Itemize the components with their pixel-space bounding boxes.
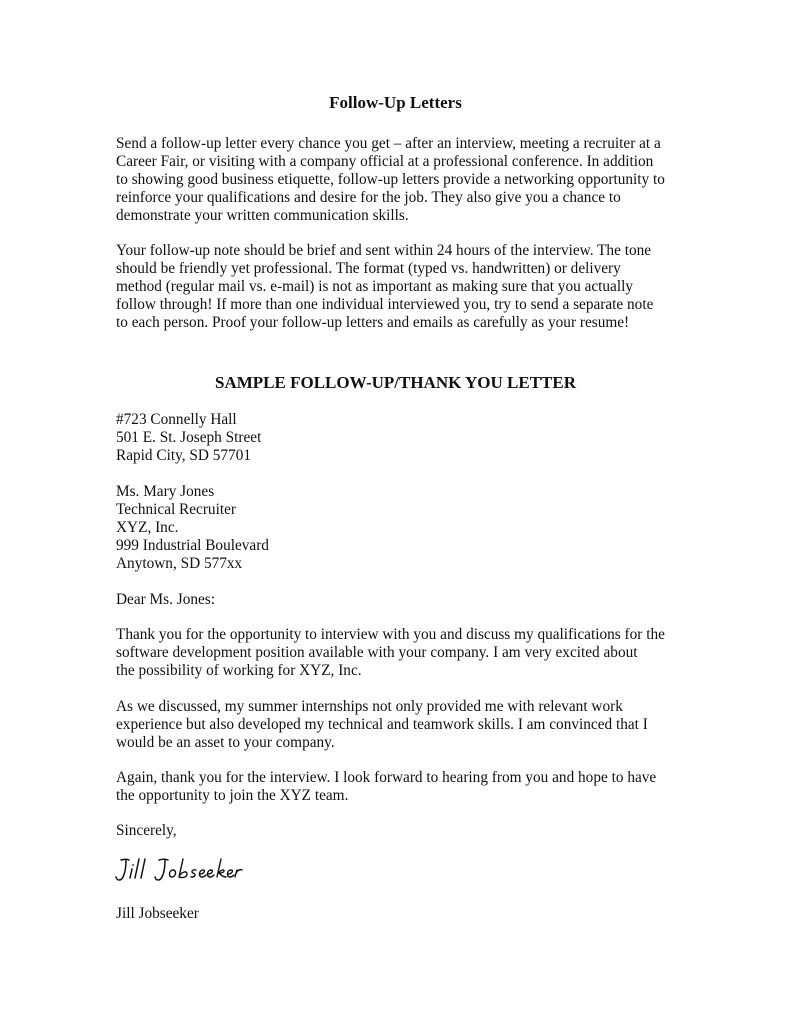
text-line: to showing good business etiquette, follow-up letters provide a networking opportunity to [116, 171, 665, 188]
address-line: Technical Recruiter [116, 501, 236, 518]
page-title: Follow-Up Letters [329, 93, 462, 112]
printed-name: Jill Jobseeker [116, 905, 199, 922]
text-line: method (regular mail vs. e-mail) is not as important as making sure that you actually [116, 278, 633, 295]
intro-paragraph-2 [116, 242, 696, 332]
intro-paragraph-1 [116, 135, 696, 225]
text-line: Again, thank you for the interview. I look forward to hearing from you and hope to have [116, 769, 657, 786]
closing: Sincerely, [116, 822, 177, 839]
sample-letter-title: SAMPLE FOLLOW-UP/THANK YOU LETTER [215, 373, 576, 392]
letter-paragraph-1 [116, 626, 696, 680]
address-line: Rapid City, SD 57701 [116, 447, 251, 464]
address-line: XYZ, Inc. [116, 519, 179, 536]
text-line: the possibility of working for XYZ, Inc. [116, 662, 362, 679]
text-line: to each person. Proof your follow-up letters and emails as carefully as your resume! [116, 314, 630, 331]
text-line: Send a follow-up letter every chance you get – after an interview, meeting a recruiter at a [116, 135, 661, 152]
text-line: experience but also developed my technical and teamwork skills. I am convinced that I [116, 716, 648, 733]
text-line: demonstrate your written communication skills. [116, 207, 409, 224]
handwritten-signature [113, 856, 313, 884]
recipient-address [116, 483, 696, 573]
address-line: 501 E. St. Joseph Street [116, 429, 262, 446]
letter-paragraph-2 [116, 698, 696, 752]
text-line: the opportunity to join the XYZ team. [116, 787, 349, 804]
text-line: Career Fair, or visiting with a company official at a professional conference. In addition [116, 153, 654, 170]
salutation: Dear Ms. Jones: [116, 591, 215, 608]
address-line: Ms. Mary Jones [116, 483, 215, 500]
text-line: software development position available with your company. I am very excited about [116, 644, 638, 661]
sender-address [116, 411, 696, 465]
letter-paragraph-3 [116, 769, 696, 805]
text-line: would be an asset to your company. [116, 734, 335, 751]
text-line: Thank you for the opportunity to interview with you and discuss my qualifications for the [116, 626, 665, 643]
address-line: Anytown, SD 577xx [116, 555, 243, 572]
address-line: #723 Connelly Hall [116, 411, 237, 428]
text-line: reinforce your qualifications and desire for the job. They also give you a chance to [116, 189, 621, 206]
text-line: As we discussed, my summer internships not only provided me with relevant work [116, 698, 623, 715]
text-line: follow through! If more than one individual interviewed you, try to send a separate note [116, 296, 654, 313]
text-line: Your follow-up note should be brief and sent within 24 hours of the interview. The tone [116, 242, 652, 259]
address-line: 999 Industrial Boulevard [116, 537, 269, 554]
text-line: should be friendly yet professional. The format (typed vs. handwritten) or delivery [116, 260, 621, 277]
